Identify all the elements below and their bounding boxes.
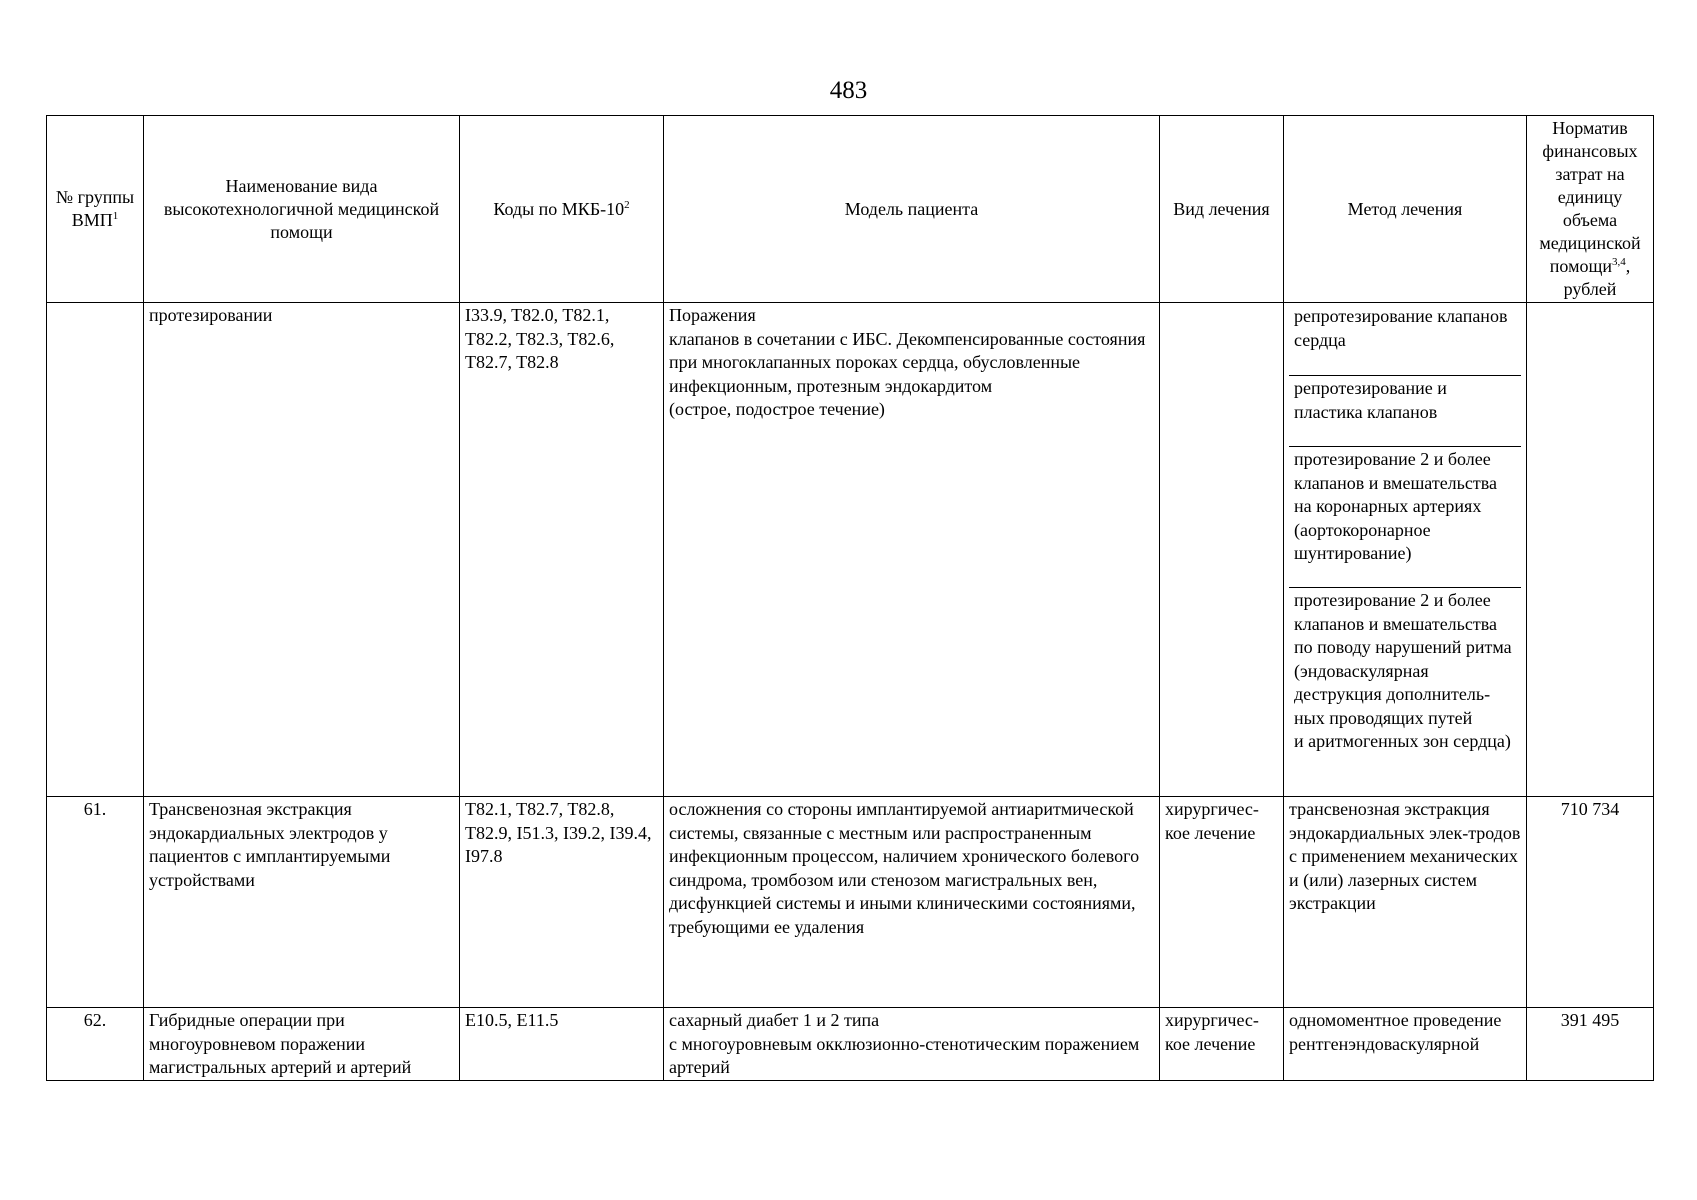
- treatment-type: [1160, 303, 1284, 797]
- icd-codes: I33.9, T82.0, T82.1, T82.2, T82.3, T82.6, T82.7, T82.8: [460, 303, 664, 797]
- treatment-method: одномоментное проведение рентгенэндоваскулярной: [1284, 1008, 1527, 1081]
- group-number: 61.: [47, 797, 144, 1008]
- care-type-name: Гибридные операции при многоуровневом поражении магистральных артерий и артерий: [144, 1008, 460, 1081]
- icd-codes: T82.1, T82.7, T82.8, T82.9, I51.3, I39.2, I39.4, I97.8: [460, 797, 664, 1008]
- cost-norm: [1527, 303, 1654, 797]
- treatment-method-item: протезирование 2 и более клапанов и вмешательства на коронарных артериях (аортокоронарное шунтирование): [1289, 446, 1521, 587]
- treatment-method-item: протезирование 2 и более клапанов и вмешательства по поводу нарушений ритма (эндоваскулярная деструкция дополнитель-ных проводящих путей и аритмогенных зон сердца): [1289, 587, 1521, 754]
- header-care-type: Наименование вида высокотехнологичной медицинской помощи: [144, 116, 460, 303]
- header-cost-norm: Норматив финансовых затрат на единицу объема медицинской помощи$^{3,4}$, рублей: [1527, 116, 1654, 303]
- table-row: [47, 1008, 1654, 1081]
- treatment-method: трансвенозная экстракция эндокардиальных элек-тродов с применением механических и (или) лазерных систем экстракции: [1284, 797, 1527, 1008]
- patient-model: Поражения клапанов в сочетании с ИБС. Декомпенсированные состояния при многоклапанных пороках сердца, обусловленные инфекционным, протезным эндокардитом (острое, подострое течение): [664, 303, 1160, 797]
- cost-norm: 391 495: [1527, 1008, 1654, 1081]
- cost-norm: 710 734: [1527, 797, 1654, 1008]
- group-number: 62.: [47, 1008, 144, 1081]
- patient-model: сахарный диабет 1 и 2 типа с многоуровневым окклюзионно-стенотическим поражением артерий: [664, 1008, 1160, 1081]
- treatment-methods: [1284, 303, 1527, 797]
- header-row: [47, 116, 1654, 303]
- header-group-number: № группы ВМП$^1$: [47, 116, 144, 303]
- table-row: [47, 303, 1654, 797]
- vmp-table: [46, 115, 1654, 1081]
- header-treatment-type: Вид лечения: [1160, 116, 1284, 303]
- care-type-name: Трансвенозная экстракция эндокардиальных электродов у пациентов с имплантируемыми устройствами: [144, 797, 460, 1008]
- patient-model: осложнения со стороны имплантируемой антиаритмической системы, связанные с местным или распространенным инфекционным процессом, наличием хронического болевого синдрома, тромбозом или стенозом магистральных вен, дисфункцией системы и иными клиническими состояниями, требующими ее удаления: [664, 797, 1160, 1008]
- header-icd-codes: Коды по МКБ-$10^2$: [460, 116, 664, 303]
- treatment-method-item: репротезирование клапанов сердца: [1294, 306, 1508, 350]
- treatment-type: хирургичес-кое лечение: [1160, 797, 1284, 1008]
- treatment-type: хирургичес-кое лечение: [1160, 1008, 1284, 1081]
- header-patient-model: Модель пациента: [664, 116, 1160, 303]
- page-number: 483: [829, 77, 868, 104]
- treatment-method-item: репротезирование и пластика клапанов: [1289, 375, 1521, 446]
- table-row: [47, 797, 1654, 1008]
- care-type-name: протезировании: [144, 303, 460, 797]
- header-treatment-method: Метод лечения: [1284, 116, 1527, 303]
- icd-codes: E10.5, E11.5: [460, 1008, 664, 1081]
- group-number: [47, 303, 144, 797]
